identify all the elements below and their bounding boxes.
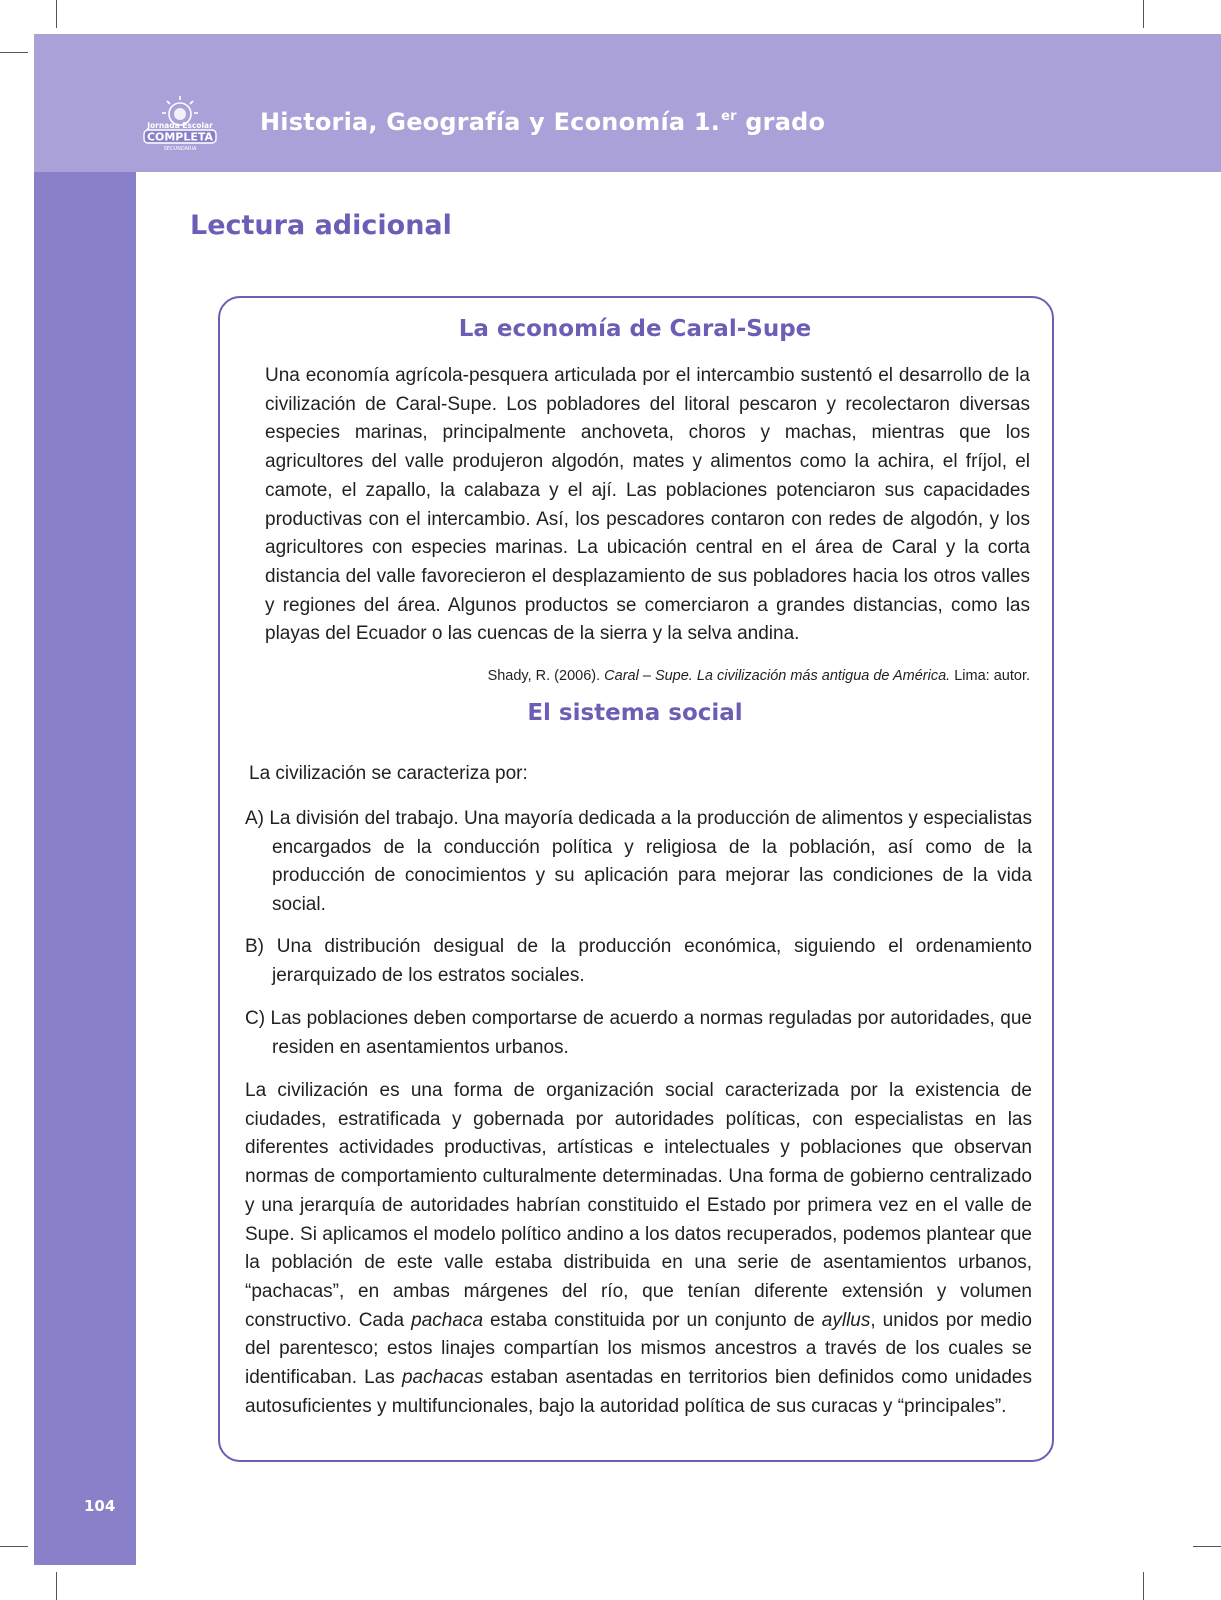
closing-em3: pachacas [401, 1367, 484, 1389]
list-item: A) La división del trabajo. Una mayoría dedicada a la producción de alimentos y especialistas encargados de la conducción política y religiosa de la población, así como de la producción de conocimientos y su aplicación para mejorar las condiciones de la vida social. [245, 808, 1032, 916]
crop-mark [1193, 1546, 1221, 1547]
closing-em1: pachaca [411, 1309, 484, 1331]
header-grade-superscript: er [721, 109, 737, 124]
closing-part1: La civilización es una forma de organización social caracterizada por la existencia de ciudades, estratificada y gobernada por autoridades políticas, con especialistas en las diferentes actividades productivas, artísticas e intelectuales y poblaciones que observan normas de comportamiento culturalmente determinadas. Una forma de gobierno centralizado y una jerarquía de autoridades habrían constituido el Estado por primera vez en el valle de Supe. Si aplicamos el modelo político andino a los datos recuperados, podemos plantear que la población de este valle estaba distribuida en una serie de asentamientos urbanos, “pachacas”, en ambas márgenes del río, que tenían diferente extensión y volumen constructivo. Cada [245, 1080, 1032, 1331]
closing-part3: , unidos por medio del parentesco; estos linajes compartían los mismos ancestros a través de los cuales se identificaban. Las [245, 1309, 1032, 1389]
reading2-closing [245, 1077, 1032, 1421]
logo-text-line2: COMPLETA [146, 130, 214, 144]
list-item: B) Una distribución desigual de la producción económica, siguiendo el ordenamiento jerarquizado de los estratos sociales. [245, 936, 1032, 986]
closing-part4: estaban asentadas en territorios bien definidos como unidades autosuficientes y multifuncionales, bajo la autoridad política de sus curacas y “principales”. [245, 1367, 1032, 1417]
citation-author: Shady, R. (2006). [487, 668, 605, 684]
header-title [260, 108, 825, 136]
reading2-intro: La civilización se caracteriza por: [249, 763, 528, 784]
crop-mark [0, 1546, 28, 1547]
reading1-title: La economía de Caral-Supe [458, 316, 812, 342]
crop-mark [1143, 1572, 1144, 1600]
sun-logo-icon [140, 92, 220, 156]
section-title: Lectura adicional [190, 210, 452, 241]
citation-work: Caral – Supe. La civilización más antigua de América. [604, 668, 951, 684]
page-number: 104 [84, 1497, 116, 1515]
header-grade-word: grado [745, 108, 826, 136]
list-item: C) Las poblaciones deben comportarse de acuerdo a normas reguladas por autoridades, que residen en asentamientos urbanos. [245, 1008, 1032, 1058]
crop-mark [56, 0, 57, 28]
crop-mark [56, 1572, 57, 1600]
crop-mark [1143, 0, 1144, 28]
side-band [34, 172, 136, 1565]
reading1-body: Una economía agrícola-pesquera articulada por el intercambio sustentó el desarrollo de la civilización de Caral-Supe. Los pobladores del litoral pescaron y recolectaron diversas especies marinas, principalmente anchoveta, choros y machas, mientras que los agricultores del valle produjeron algodón, mates y alimentos como la achira, el fríjol, el camote, el zapallo, la calabaza y el ají. Las poblaciones potenciaron sus capacidades productivas con el intercambio. Así, los pescadores contaron con redes de algodón, y los agricultores con especies marinas. La ubicación central en el área de Caral y la corta distancia del valle favorecieron el desplazamiento de sus pobladores hacia los otros valles y regiones del área. Algunos productos se comerciaron a grandes distancias, como las playas del Ecuador o las cuencas de la sierra y la selva andina. [265, 365, 1030, 645]
citation-publisher: Lima: autor. [950, 668, 1030, 684]
reading2-title: El sistema social [527, 700, 743, 726]
closing-em2: ayllus [821, 1309, 871, 1331]
header-subject: Historia, Geografía y Economía 1. [260, 108, 721, 136]
logo-text-line3: SECUNDARIA [163, 146, 197, 152]
reading1-citation [240, 668, 1030, 684]
closing-part2: estaba constituida por un conjunto de [483, 1309, 822, 1331]
logo-text-line1: Jornada Escolar [147, 121, 213, 130]
crop-mark [0, 52, 28, 53]
